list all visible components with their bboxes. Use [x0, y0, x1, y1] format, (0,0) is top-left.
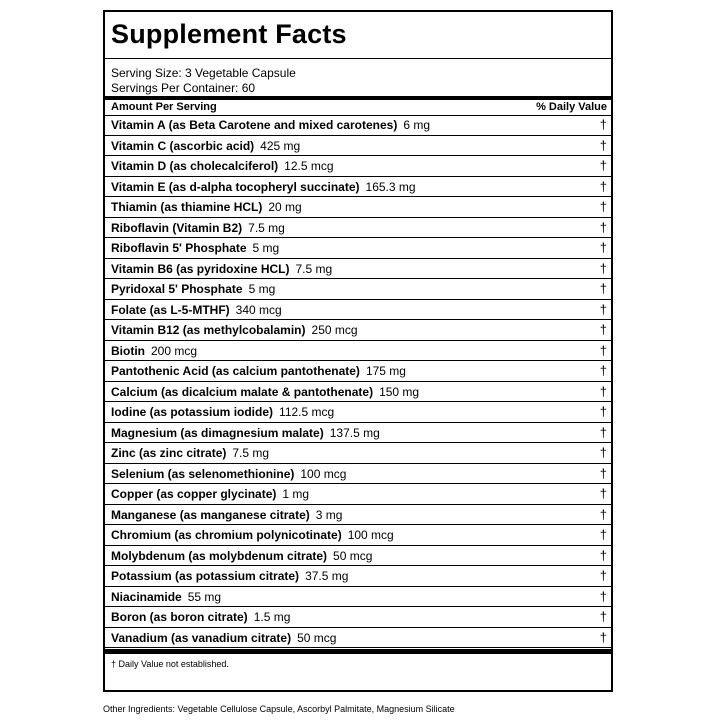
daily-value-dagger: † — [599, 465, 607, 481]
nutrient-row — [105, 484, 611, 505]
daily-value-dagger: † — [599, 383, 607, 399]
nutrient-row — [105, 156, 611, 177]
nutrient-name: Selenium (as selenomethionine) — [111, 466, 295, 481]
nutrient-name: Chromium (as chromium polynicotinate) — [111, 528, 342, 542]
nutrient-row — [105, 505, 611, 526]
supplement-facts-panel — [103, 10, 613, 692]
daily-value-dagger: † — [599, 363, 607, 378]
nutrient-name: Molybdenum (as molybdenum citrate) — [111, 548, 328, 563]
nutrient-row — [105, 300, 611, 321]
servings-per-container: Servings Per Container: 60 — [111, 81, 256, 95]
nutrient-amount: 50 mcg — [297, 630, 337, 645]
daily-value-dagger: † — [599, 260, 607, 276]
daily-value-dagger: † — [599, 445, 607, 460]
nutrient-amount: 150 mg — [379, 384, 420, 399]
nutrient-amount: 1 mg — [282, 487, 310, 501]
nutrient-amount: 7.5 mg — [248, 220, 285, 235]
amount-per-serving-header: Amount Per Serving — [111, 101, 217, 113]
nutrient-row — [105, 320, 611, 341]
nutrient-amount: 100 mcg — [347, 528, 394, 542]
daily-value-dagger: † — [599, 404, 607, 419]
nutrient-amount: 7.5 mg — [232, 446, 270, 460]
nutrient-name: Pyridoxal 5' Phosphate — [111, 282, 243, 296]
nutrient-name: Riboflavin 5' Phosphate — [111, 241, 247, 255]
nutrient-name: Iodine (as potassium iodide) — [111, 405, 274, 419]
daily-value-dagger: † — [599, 506, 607, 522]
nutrient-row — [105, 115, 611, 136]
divider — [105, 58, 611, 59]
nutrient-row — [105, 382, 611, 403]
panel-title: Supplement Facts — [111, 19, 347, 49]
nutrient-name: Potassium (as potassium citrate) — [111, 569, 300, 583]
daily-value-dagger: † — [599, 486, 607, 501]
nutrient-row — [105, 587, 611, 608]
nutrient-name: Manganese (as manganese citrate) — [111, 507, 310, 522]
nutrient-row — [105, 361, 611, 382]
nutrient-amount: 12.5 mcg — [284, 159, 334, 173]
nutrient-row — [105, 607, 611, 628]
nutrient-amount: 20 mg — [268, 200, 302, 214]
nutrient-row — [105, 259, 611, 280]
nutrient-row — [105, 197, 611, 218]
nutrient-name: Magnesium (as dimagnesium malate) — [111, 425, 324, 440]
nutrient-row — [105, 177, 611, 198]
daily-value-dagger: † — [599, 219, 607, 235]
nutrient-name: Biotin — [111, 343, 145, 358]
nutrient-name: Niacinamide — [111, 589, 182, 604]
nutrient-amount: 165.3 mg — [365, 179, 416, 194]
thick-divider — [105, 649, 611, 654]
nutrient-row — [105, 423, 611, 444]
nutrient-amount: 3 mg — [315, 507, 343, 522]
nutrient-amount: 250 mcg — [311, 323, 358, 337]
nutrient-amount: 5 mg — [252, 241, 280, 255]
daily-value-dagger: † — [599, 568, 607, 583]
daily-value-dagger: † — [599, 199, 607, 214]
nutrient-name: Vitamin B6 (as pyridoxine HCL) — [111, 261, 290, 276]
nutrient-amount: 175 mg — [365, 364, 406, 378]
nutrient-row — [105, 238, 611, 259]
nutrient-amount: 7.5 mg — [295, 261, 333, 276]
nutrient-row — [105, 525, 611, 546]
nutrient-amount: 5 mg — [248, 282, 276, 296]
daily-value-footnote: † Daily Value not established. — [111, 659, 229, 669]
nutrient-amount: 137.5 mg — [329, 425, 380, 440]
nutrient-row — [105, 402, 611, 423]
nutrient-name: Vanadium (as vanadium citrate) — [111, 630, 292, 645]
nutrient-row — [105, 464, 611, 485]
daily-value-header: % Daily Value — [536, 101, 607, 113]
nutrient-name: Folate (as L-5-MTHF) — [111, 302, 230, 317]
daily-value-dagger: † — [599, 424, 607, 440]
daily-value-dagger: † — [599, 588, 607, 604]
nutrient-amount: 112.5 mcg — [279, 405, 335, 419]
daily-value-dagger: † — [599, 240, 607, 255]
daily-value-dagger: † — [599, 117, 607, 132]
nutrient-name: Calcium (as dicalcium malate & pantothenate) — [111, 384, 374, 399]
daily-value-dagger: † — [599, 342, 607, 358]
daily-value-dagger: † — [599, 158, 607, 173]
nutrient-row — [105, 566, 611, 587]
daily-value-dagger: † — [599, 301, 607, 317]
nutrient-name: Vitamin E (as d-alpha tocopheryl succinate) — [111, 179, 360, 194]
daily-value-dagger: † — [599, 281, 607, 296]
nutrient-row — [105, 218, 611, 239]
nutrient-row — [105, 546, 611, 567]
daily-value-dagger: † — [599, 178, 607, 194]
daily-value-dagger: † — [599, 547, 607, 563]
nutrient-name: Thiamin (as thiamine HCL) — [111, 200, 263, 214]
nutrient-amount: 100 mcg — [300, 466, 347, 481]
nutrient-name: Copper (as copper glycinate) — [111, 487, 277, 501]
nutrient-row — [105, 136, 611, 157]
serving-size: Serving Size: 3 Vegetable Capsule — [111, 66, 296, 80]
nutrient-row — [105, 628, 611, 649]
nutrient-row — [105, 341, 611, 362]
nutrient-name: Boron (as boron citrate) — [111, 610, 248, 624]
nutrient-name: Vitamin B12 (as methylcobalamin) — [111, 323, 306, 337]
daily-value-dagger: † — [599, 609, 607, 624]
nutrient-name: Vitamin D (as cholecalciferol) — [111, 159, 279, 173]
nutrient-amount: 55 mg — [187, 589, 222, 604]
nutrient-amount: 425 mg — [260, 138, 301, 153]
nutrient-row — [105, 279, 611, 300]
nutrient-amount: 1.5 mg — [253, 610, 291, 624]
daily-value-dagger: † — [599, 629, 607, 645]
nutrient-name: Vitamin C (ascorbic acid) — [111, 138, 255, 153]
nutrient-amount: 37.5 mg — [305, 569, 349, 583]
nutrient-amount: 340 mcg — [235, 302, 282, 317]
daily-value-dagger: † — [599, 527, 607, 542]
daily-value-dagger: † — [599, 137, 607, 153]
nutrient-name: Zinc (as zinc citrate) — [111, 446, 227, 460]
nutrient-amount: 50 mcg — [333, 548, 373, 563]
nutrient-amount: 6 mg — [403, 118, 430, 132]
nutrient-name: Pantothenic Acid (as calcium pantothenate) — [111, 364, 360, 378]
nutrient-amount: 200 mcg — [151, 343, 198, 358]
nutrient-name: Riboflavin (Vitamin B2) — [111, 220, 243, 235]
nutrient-name: Vitamin A (as Beta Carotene and mixed carotenes) — [111, 118, 398, 132]
other-ingredients: Other Ingredients: Vegetable Cellulose Capsule, Ascorbyl Palmitate, Magnesium Silicate — [103, 704, 455, 714]
nutrient-row — [105, 443, 611, 464]
nutrient-list — [105, 115, 611, 648]
daily-value-dagger: † — [599, 322, 607, 337]
